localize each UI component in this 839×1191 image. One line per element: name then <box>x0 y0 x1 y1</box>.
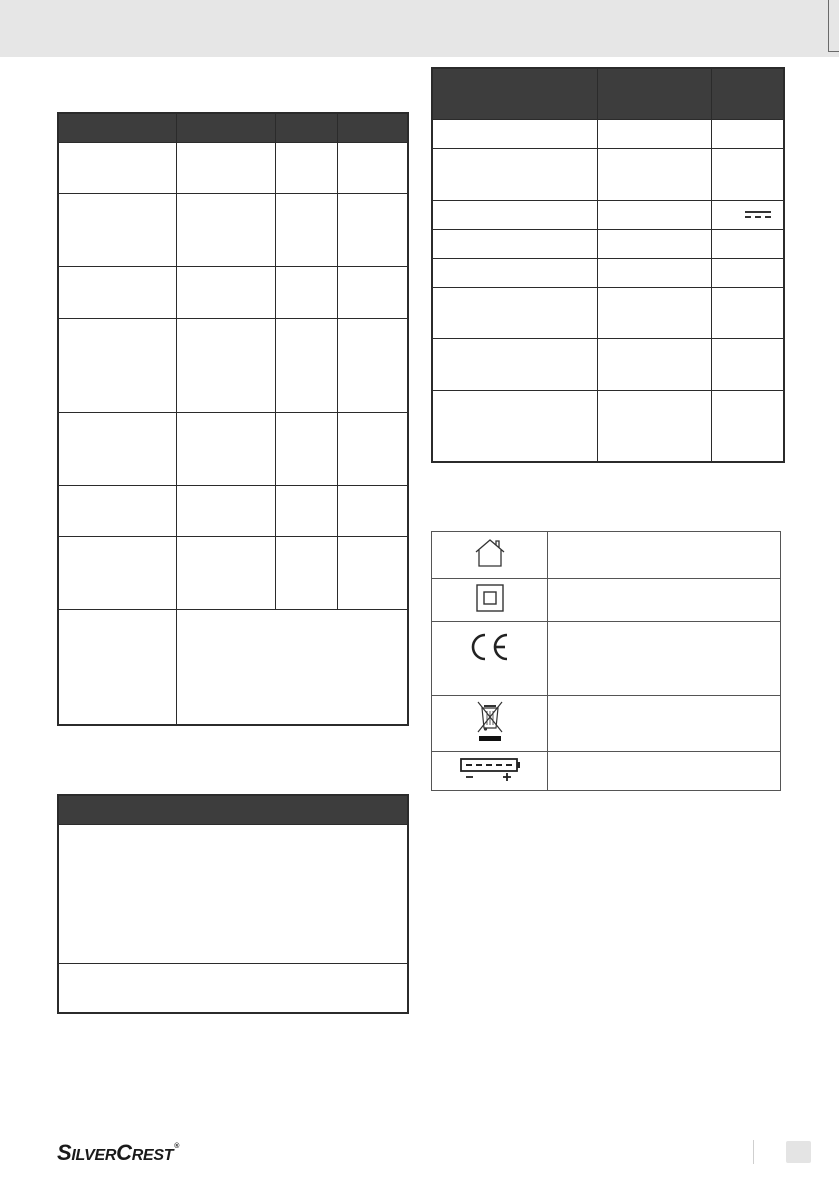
table-cell <box>711 200 784 229</box>
page-header-band <box>0 0 839 57</box>
table-cell <box>337 536 408 609</box>
table-cell <box>597 287 711 338</box>
protection-class-ii-icon <box>475 583 505 613</box>
table-header-cell <box>432 68 597 119</box>
table-cell <box>432 148 597 200</box>
table-cell <box>176 266 275 318</box>
table-cell <box>432 287 597 338</box>
table-row <box>58 536 408 609</box>
table-cell <box>58 412 176 485</box>
bottom-info-table <box>57 794 409 1014</box>
table-cell <box>58 485 176 536</box>
table-cell <box>176 193 275 266</box>
table-header-cell <box>711 68 784 119</box>
table-cell-merged <box>176 609 408 725</box>
table-cell <box>58 824 408 963</box>
symbol-cell <box>432 696 548 752</box>
table-row <box>58 266 408 318</box>
table-cell <box>58 536 176 609</box>
table-cell <box>711 338 784 390</box>
table-row <box>432 148 784 200</box>
table-header-cell <box>337 113 408 142</box>
table-header-cell <box>597 68 711 119</box>
crop-mark <box>828 51 839 52</box>
right-spec-table <box>431 67 785 463</box>
table-row <box>432 622 781 696</box>
table-cell <box>597 200 711 229</box>
symbols-table <box>431 531 781 791</box>
table-row <box>58 318 408 412</box>
symbol-description <box>548 622 781 696</box>
table-row <box>58 485 408 536</box>
table-cell <box>597 148 711 200</box>
table-header-cell <box>58 113 176 142</box>
ce-mark-icon <box>467 632 513 662</box>
left-spec-table <box>57 112 409 726</box>
symbol-description <box>548 532 781 579</box>
table-cell <box>275 142 337 193</box>
table-cell <box>176 412 275 485</box>
table-cell <box>597 229 711 258</box>
silvercrest-logo: S ILVER C REST ® <box>57 1140 180 1165</box>
table-header-row <box>58 113 408 142</box>
page-number-box <box>786 1141 811 1163</box>
table-cell <box>711 390 784 462</box>
table-cell <box>176 536 275 609</box>
table-row <box>432 119 784 148</box>
table-cell <box>711 229 784 258</box>
table-row <box>58 142 408 193</box>
table-cell <box>337 266 408 318</box>
symbol-cell <box>432 532 548 579</box>
table-cell <box>58 142 176 193</box>
symbol-cell <box>432 752 548 791</box>
table-row <box>432 338 784 390</box>
table-cell <box>176 485 275 536</box>
table-cell <box>432 390 597 462</box>
table-cell <box>597 258 711 287</box>
table-cell <box>432 258 597 287</box>
symbol-cell <box>432 622 548 696</box>
table-cell <box>597 119 711 148</box>
table-row <box>432 258 784 287</box>
table-cell <box>176 142 275 193</box>
table-cell <box>275 266 337 318</box>
symbol-description <box>548 579 781 622</box>
table-header-cell <box>58 795 408 824</box>
table-cell <box>337 318 408 412</box>
crossed-out-bin-icon <box>474 698 506 744</box>
table-cell <box>275 318 337 412</box>
table-row <box>58 609 408 725</box>
table-cell <box>432 200 597 229</box>
table-row <box>432 696 781 752</box>
battery-polarity-icon <box>457 756 523 782</box>
table-row <box>58 193 408 266</box>
crop-mark <box>828 0 829 52</box>
table-row <box>58 824 408 963</box>
table-cell <box>711 148 784 200</box>
table-cell <box>58 963 408 1013</box>
table-cell <box>176 318 275 412</box>
table-cell <box>711 119 784 148</box>
table-header-cell <box>275 113 337 142</box>
table-row <box>432 287 784 338</box>
table-cell <box>432 338 597 390</box>
table-cell <box>337 193 408 266</box>
footer-divider <box>753 1140 754 1164</box>
table-cell <box>275 412 337 485</box>
table-cell <box>275 485 337 536</box>
table-row <box>58 412 408 485</box>
symbol-description <box>548 752 781 791</box>
table-row <box>432 390 784 462</box>
house-icon <box>473 537 507 569</box>
symbol-cell <box>432 579 548 622</box>
table-row <box>432 229 784 258</box>
table-cell <box>337 142 408 193</box>
table-header-row <box>58 795 408 824</box>
table-cell <box>58 609 176 725</box>
table-cell <box>711 258 784 287</box>
table-cell <box>275 536 337 609</box>
table-cell <box>337 412 408 485</box>
table-cell <box>275 193 337 266</box>
table-cell <box>432 229 597 258</box>
table-row <box>432 200 784 229</box>
table-header-row <box>432 68 784 119</box>
table-row <box>432 532 781 579</box>
table-cell <box>58 266 176 318</box>
direct-current-icon <box>745 209 771 219</box>
table-row <box>432 752 781 791</box>
table-cell <box>58 318 176 412</box>
table-row <box>58 963 408 1013</box>
table-cell <box>597 338 711 390</box>
table-cell <box>597 390 711 462</box>
table-cell <box>58 193 176 266</box>
table-header-cell <box>176 113 275 142</box>
symbol-description <box>548 696 781 752</box>
table-cell <box>711 287 784 338</box>
table-cell <box>337 485 408 536</box>
table-cell <box>432 119 597 148</box>
table-row <box>432 579 781 622</box>
